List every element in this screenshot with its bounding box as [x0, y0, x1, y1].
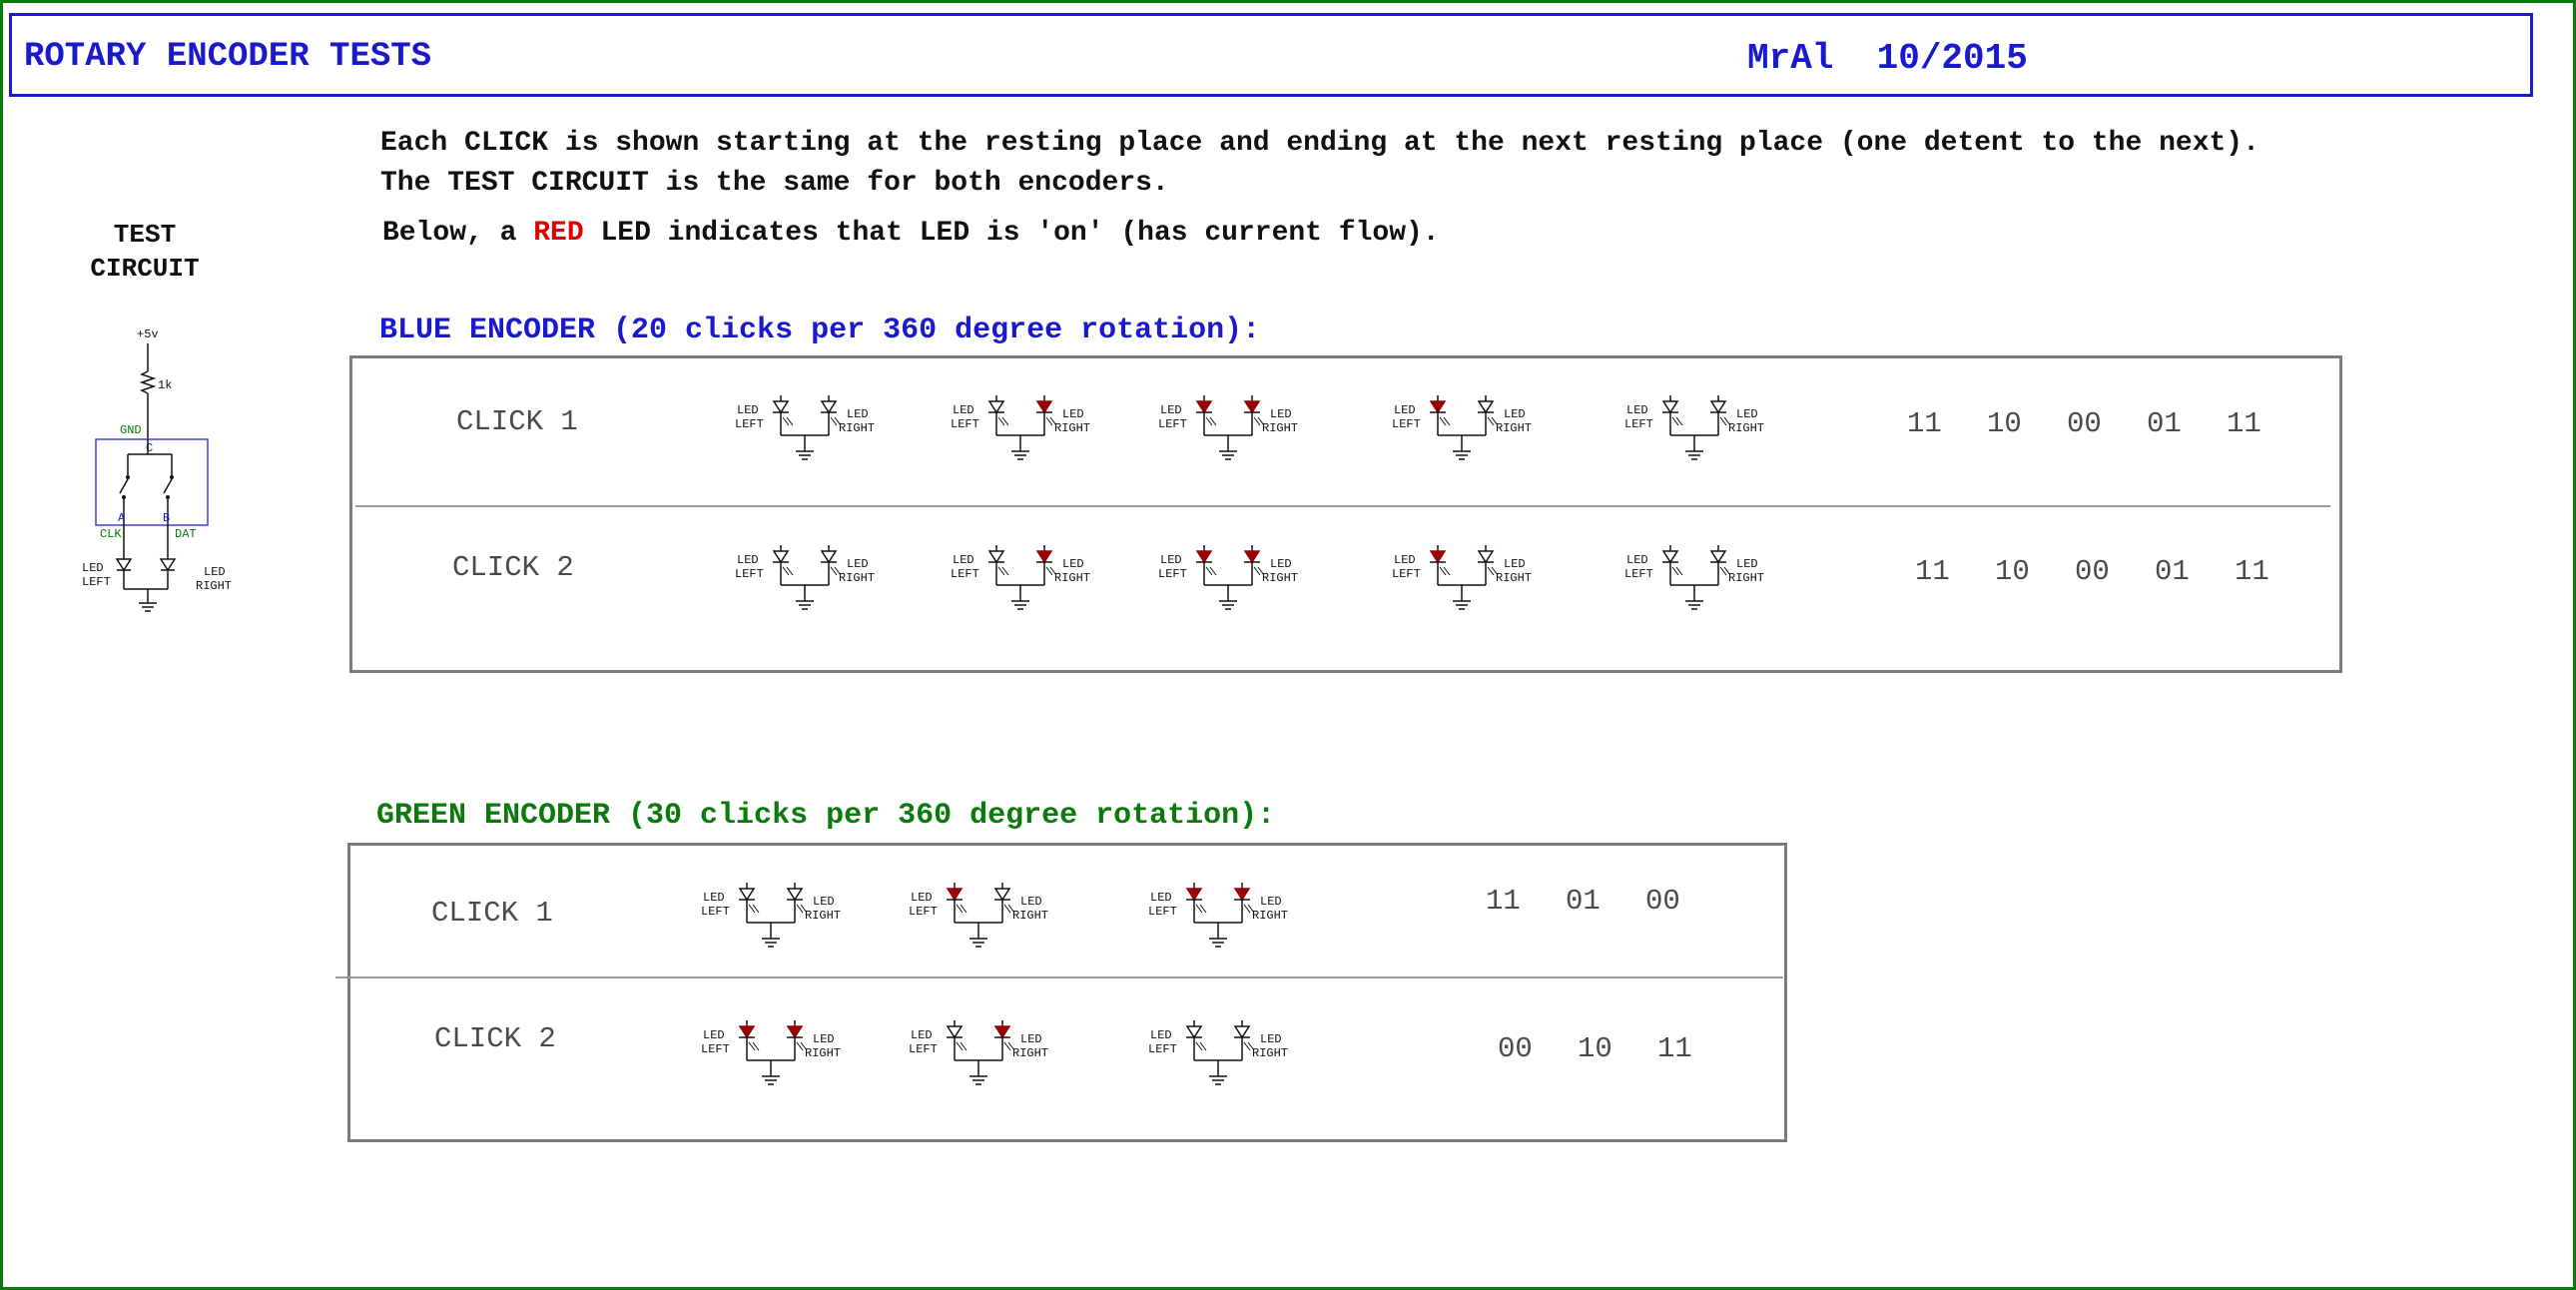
intro-line-1: Each CLICK is shown starting at the resting place and ending at the next resting place (one detent to the next). [380, 128, 2259, 159]
led-left-label: LEFT [951, 567, 979, 581]
led-right-label: LED [1062, 557, 1084, 571]
led-left-label: LEFT [701, 905, 730, 919]
code-value: 01 [1566, 885, 1601, 918]
led-right-icon [1711, 551, 1725, 562]
led-left-label: LED [703, 1028, 725, 1042]
blue-click-2-pair-4 [1392, 545, 1532, 609]
led-right-icon [1245, 401, 1259, 412]
led-right-icon [1245, 551, 1259, 562]
led-right-label: RIGHT [1262, 571, 1299, 585]
led-right-icon [1037, 401, 1051, 412]
led-left-icon [774, 551, 788, 562]
led-right-label: RIGHT [1496, 571, 1533, 585]
led-right-label: LED [1736, 557, 1758, 571]
led-left-label: LEFT [1148, 905, 1177, 919]
code-value: 10 [1578, 1032, 1612, 1065]
intro-red-word: RED [533, 218, 584, 249]
clk-label: CLK [100, 527, 122, 541]
code-value: 01 [2155, 555, 2190, 588]
intro-line-2: The TEST CIRCUIT is the same for both encoders. [380, 168, 1169, 199]
led-right-icon [1037, 551, 1051, 562]
led-right-label: LED [847, 407, 869, 421]
led-left-label: LEFT [909, 905, 938, 919]
led-right-label: LED [1260, 895, 1282, 909]
led-left-icon [774, 401, 788, 412]
led-right-icon [822, 551, 836, 562]
led-right-label: LED [1062, 407, 1084, 421]
led-right-icon [1235, 889, 1249, 900]
led-left-label: LED [1394, 553, 1416, 567]
blue-click-2-pair-2 [951, 545, 1090, 609]
led-left-label: LEFT [1392, 417, 1421, 431]
tc-led-right-label-1: LED [204, 565, 226, 579]
pin-b-label: B [163, 511, 171, 525]
led-left-icon [1197, 551, 1211, 562]
blue-click-1-pair-3 [1158, 395, 1298, 459]
led-right-icon [788, 1026, 802, 1037]
green-click-2-pair-1 [701, 1020, 841, 1084]
led-left-label: LEFT [951, 417, 979, 431]
page-title: ROTARY ENCODER TESTS [24, 38, 432, 76]
led-left-label: LED [953, 553, 974, 567]
led-right-label: LED [1504, 557, 1526, 571]
led-left-label: LED [1626, 403, 1648, 417]
code-value: 10 [1987, 407, 2022, 440]
led-left-icon [989, 551, 1003, 562]
led-right-label: RIGHT [1728, 571, 1765, 585]
led-right-label: LED [1270, 407, 1292, 421]
test-circuit-title-2: CIRCUIT [90, 254, 200, 284]
led-left-icon [1187, 889, 1201, 900]
blue-click-1-pair-2 [951, 395, 1090, 459]
led-left-label: LEFT [1624, 417, 1653, 431]
green-click-2-pair-2 [909, 1020, 1048, 1084]
code-value: 11 [1657, 1032, 1692, 1065]
blue-click-2-pair-3 [1158, 545, 1298, 609]
led-right-label: RIGHT [805, 1046, 842, 1060]
green-encoder-heading: GREEN ENCODER (30 clicks per 360 degree rotation): [376, 799, 1276, 833]
led-right-label: LED [813, 895, 835, 909]
led-right-label: LED [1736, 407, 1758, 421]
code-value: 11 [1915, 555, 1950, 588]
led-left-icon [1663, 401, 1677, 412]
led-right-label: RIGHT [1012, 909, 1049, 923]
green-click-2-pair-3 [1148, 1020, 1288, 1084]
green-click-1-pair-3 [1148, 883, 1288, 947]
intro-line-3-after: LED indicates that LED is 'on' (has current flow). [583, 218, 1440, 249]
led-left-label: LED [911, 1028, 933, 1042]
led-right-label: RIGHT [1262, 421, 1299, 435]
led-right-label: RIGHT [805, 909, 842, 923]
led-right-label: RIGHT [1252, 1046, 1289, 1060]
led-left-label: LEFT [701, 1042, 730, 1056]
led-left-label: LED [1394, 403, 1416, 417]
led-right-icon [995, 889, 1009, 900]
supply-label: +5v [137, 327, 159, 341]
led-left-label: LEFT [1148, 1042, 1177, 1056]
led-left-icon [1187, 1026, 1201, 1037]
led-right-label: RIGHT [1496, 421, 1533, 435]
led-right-icon [1235, 1026, 1249, 1037]
led-right-label: RIGHT [1054, 571, 1091, 585]
code-value: 00 [1498, 1032, 1533, 1065]
led-right-label: LED [1020, 1032, 1042, 1046]
led-left-icon [948, 1026, 962, 1037]
dat-label: DAT [175, 527, 197, 541]
led-left-icon [1663, 551, 1677, 562]
green-click-1-pair-1 [701, 883, 841, 947]
led-left-label: LEFT [735, 417, 764, 431]
led-left-label: LED [953, 403, 974, 417]
led-right-label: LED [1270, 557, 1292, 571]
code-value: 11 [2235, 555, 2269, 588]
blue-click-1-pair-1 [735, 395, 875, 459]
green-click-1-label: CLICK 1 [431, 897, 553, 930]
led-left-icon [740, 1026, 754, 1037]
resistor-label: 1k [158, 378, 173, 392]
gnd-label: GND [120, 423, 142, 437]
led-right-label: RIGHT [839, 421, 876, 435]
led-left-icon [989, 401, 1003, 412]
code-value: 11 [1486, 885, 1521, 918]
led-left-label: LED [1160, 553, 1182, 567]
code-value: 00 [2075, 555, 2110, 588]
green-click-2-label: CLICK 2 [434, 1022, 556, 1055]
led-left-icon [1431, 551, 1445, 562]
code-value: 01 [2147, 407, 2182, 440]
led-left-label: LEFT [1158, 567, 1187, 581]
led-left-label: LED [703, 891, 725, 905]
code-value: 11 [1907, 407, 1942, 440]
led-left-icon [740, 889, 754, 900]
green-click-1-pair-2 [909, 883, 1048, 947]
test-circuit-title-1: TEST [113, 220, 177, 250]
led-right-label: LED [1260, 1032, 1282, 1046]
led-right-label: RIGHT [1728, 421, 1765, 435]
led-right-label: LED [813, 1032, 835, 1046]
led-right-label: LED [1504, 407, 1526, 421]
led-left-icon [948, 889, 962, 900]
led-left-label: LEFT [1392, 567, 1421, 581]
blue-click-1-label: CLICK 1 [456, 405, 578, 438]
pin-c-label: C [146, 441, 154, 455]
led-left-label: LED [1626, 553, 1648, 567]
intro-line-3-before: Below, a [382, 218, 534, 249]
blue-encoder-heading: BLUE ENCODER (20 clicks per 360 degree rotation): [379, 314, 1261, 347]
led-right-icon [1479, 401, 1493, 412]
led-left-label: LEFT [909, 1042, 938, 1056]
led-left-label: LED [737, 403, 759, 417]
code-value: 00 [2067, 407, 2102, 440]
tc-led-left-label-1: LED [82, 561, 104, 575]
led-left-label: LED [737, 553, 759, 567]
blue-click-2-pair-5 [1624, 545, 1764, 609]
code-value: 00 [1645, 885, 1680, 918]
led-left-label: LED [1150, 1028, 1172, 1042]
led-left-label: LED [1160, 403, 1182, 417]
code-value: 11 [2227, 407, 2261, 440]
pin-a-label: A [118, 511, 126, 525]
led-left-label: LEFT [1158, 417, 1187, 431]
led-left-icon [1431, 401, 1445, 412]
led-left-icon [1197, 401, 1211, 412]
led-right-label: LED [1020, 895, 1042, 909]
blue-click-2-label: CLICK 2 [452, 551, 574, 584]
led-right-label: RIGHT [839, 571, 876, 585]
led-right-icon [788, 889, 802, 900]
led-left-label: LED [1150, 891, 1172, 905]
led-right-icon [1479, 551, 1493, 562]
led-left-label: LEFT [735, 567, 764, 581]
led-left-label: LEFT [1624, 567, 1653, 581]
code-value: 10 [1995, 555, 2030, 588]
led-right-label: RIGHT [1252, 909, 1289, 923]
led-right-icon [995, 1026, 1009, 1037]
tc-led-right-label-2: RIGHT [196, 579, 233, 593]
tc-led-left-label-2: LEFT [82, 575, 111, 589]
led-right-icon [1711, 401, 1725, 412]
blue-click-2-pair-1 [735, 545, 875, 609]
led-right-icon [822, 401, 836, 412]
led-left-label: LED [911, 891, 933, 905]
blue-click-1-pair-5 [1624, 395, 1764, 459]
blue-click-1-pair-4 [1392, 395, 1532, 459]
led-right-label: RIGHT [1012, 1046, 1049, 1060]
led-right-label: RIGHT [1054, 421, 1091, 435]
author-date: MrAl 10/2015 [1747, 38, 2028, 79]
led-right-label: LED [847, 557, 869, 571]
